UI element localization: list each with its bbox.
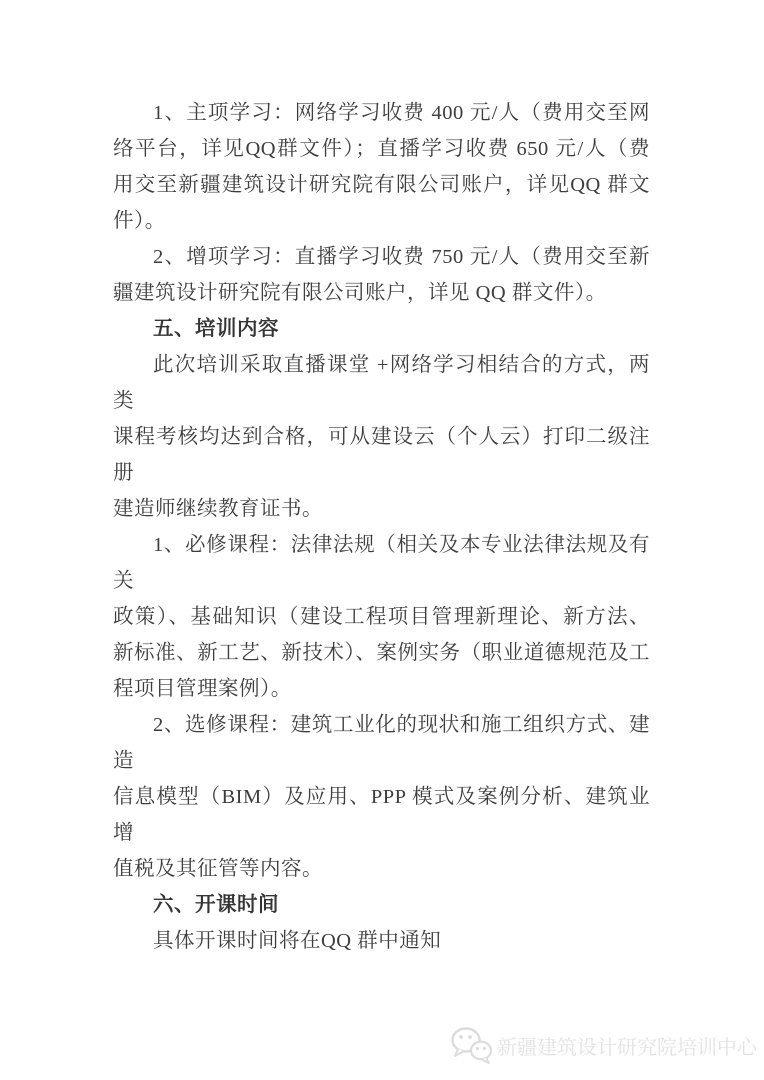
section-heading-course-start-time: 六、开课时间 — [153, 894, 279, 916]
paragraph-line: 政策）、基础知识（建设工程项目管理新理论、新方法、 — [113, 606, 650, 628]
paragraph-line: 此次培训采取直播课堂 +网络学习相结合的方式，两类 — [113, 354, 650, 412]
wechat-icon — [450, 1026, 492, 1064]
section-heading-training-content: 五、培训内容 — [153, 318, 279, 340]
watermark-text: 新疆建筑设计研究院培训中心 — [497, 1036, 757, 1059]
paragraph-line: 信息模型（BIM）及应用、PPP 模式及案例分析、建筑业增 — [113, 786, 650, 844]
paragraph-line: 2、增项学习：直播学习收费 750 元/人（费用交至新 — [153, 246, 650, 268]
paragraph-line: 具体开课时间将在QQ 群中通知 — [153, 930, 442, 952]
paragraph-line: 值税及其征管等内容。 — [113, 858, 323, 880]
paragraph-line: 用交至新疆建筑设计研究院有限公司账户，详见QQ 群文 — [113, 174, 650, 196]
document-body — [113, 95, 650, 959]
paragraph-line: 1、必修课程：法律法规（相关及本专业法律法规及有 关 — [113, 534, 650, 592]
paragraph-line: 2、选修课程：建筑工业化的现状和施工组织方式、建造 — [113, 714, 650, 772]
paragraph-line: 件）。 — [113, 210, 166, 232]
paragraph-line: 新标准、新工艺、新技术）、案例实务（职业道德规范及工 — [113, 642, 650, 664]
paragraph-line: 程项目管理案例）。 — [113, 678, 292, 700]
paragraph-line: 络平台，详见QQ群文件）；直播学习收费 650 元/人（费 — [113, 138, 650, 160]
paragraph-line: 课程考核均达到合格，可从建设云（个人云）打印二级注册 — [113, 426, 650, 484]
paragraph-line: 建造师继续教育证书。 — [113, 498, 323, 520]
footer-watermark — [450, 1026, 757, 1064]
paragraph-line: 1、主项学习：网络学习收费 400 元/人（费用交至网 — [153, 102, 650, 124]
paragraph-line: 疆建筑设计研究院有限公司账户，详见 QQ 群文件）。 — [113, 282, 607, 304]
